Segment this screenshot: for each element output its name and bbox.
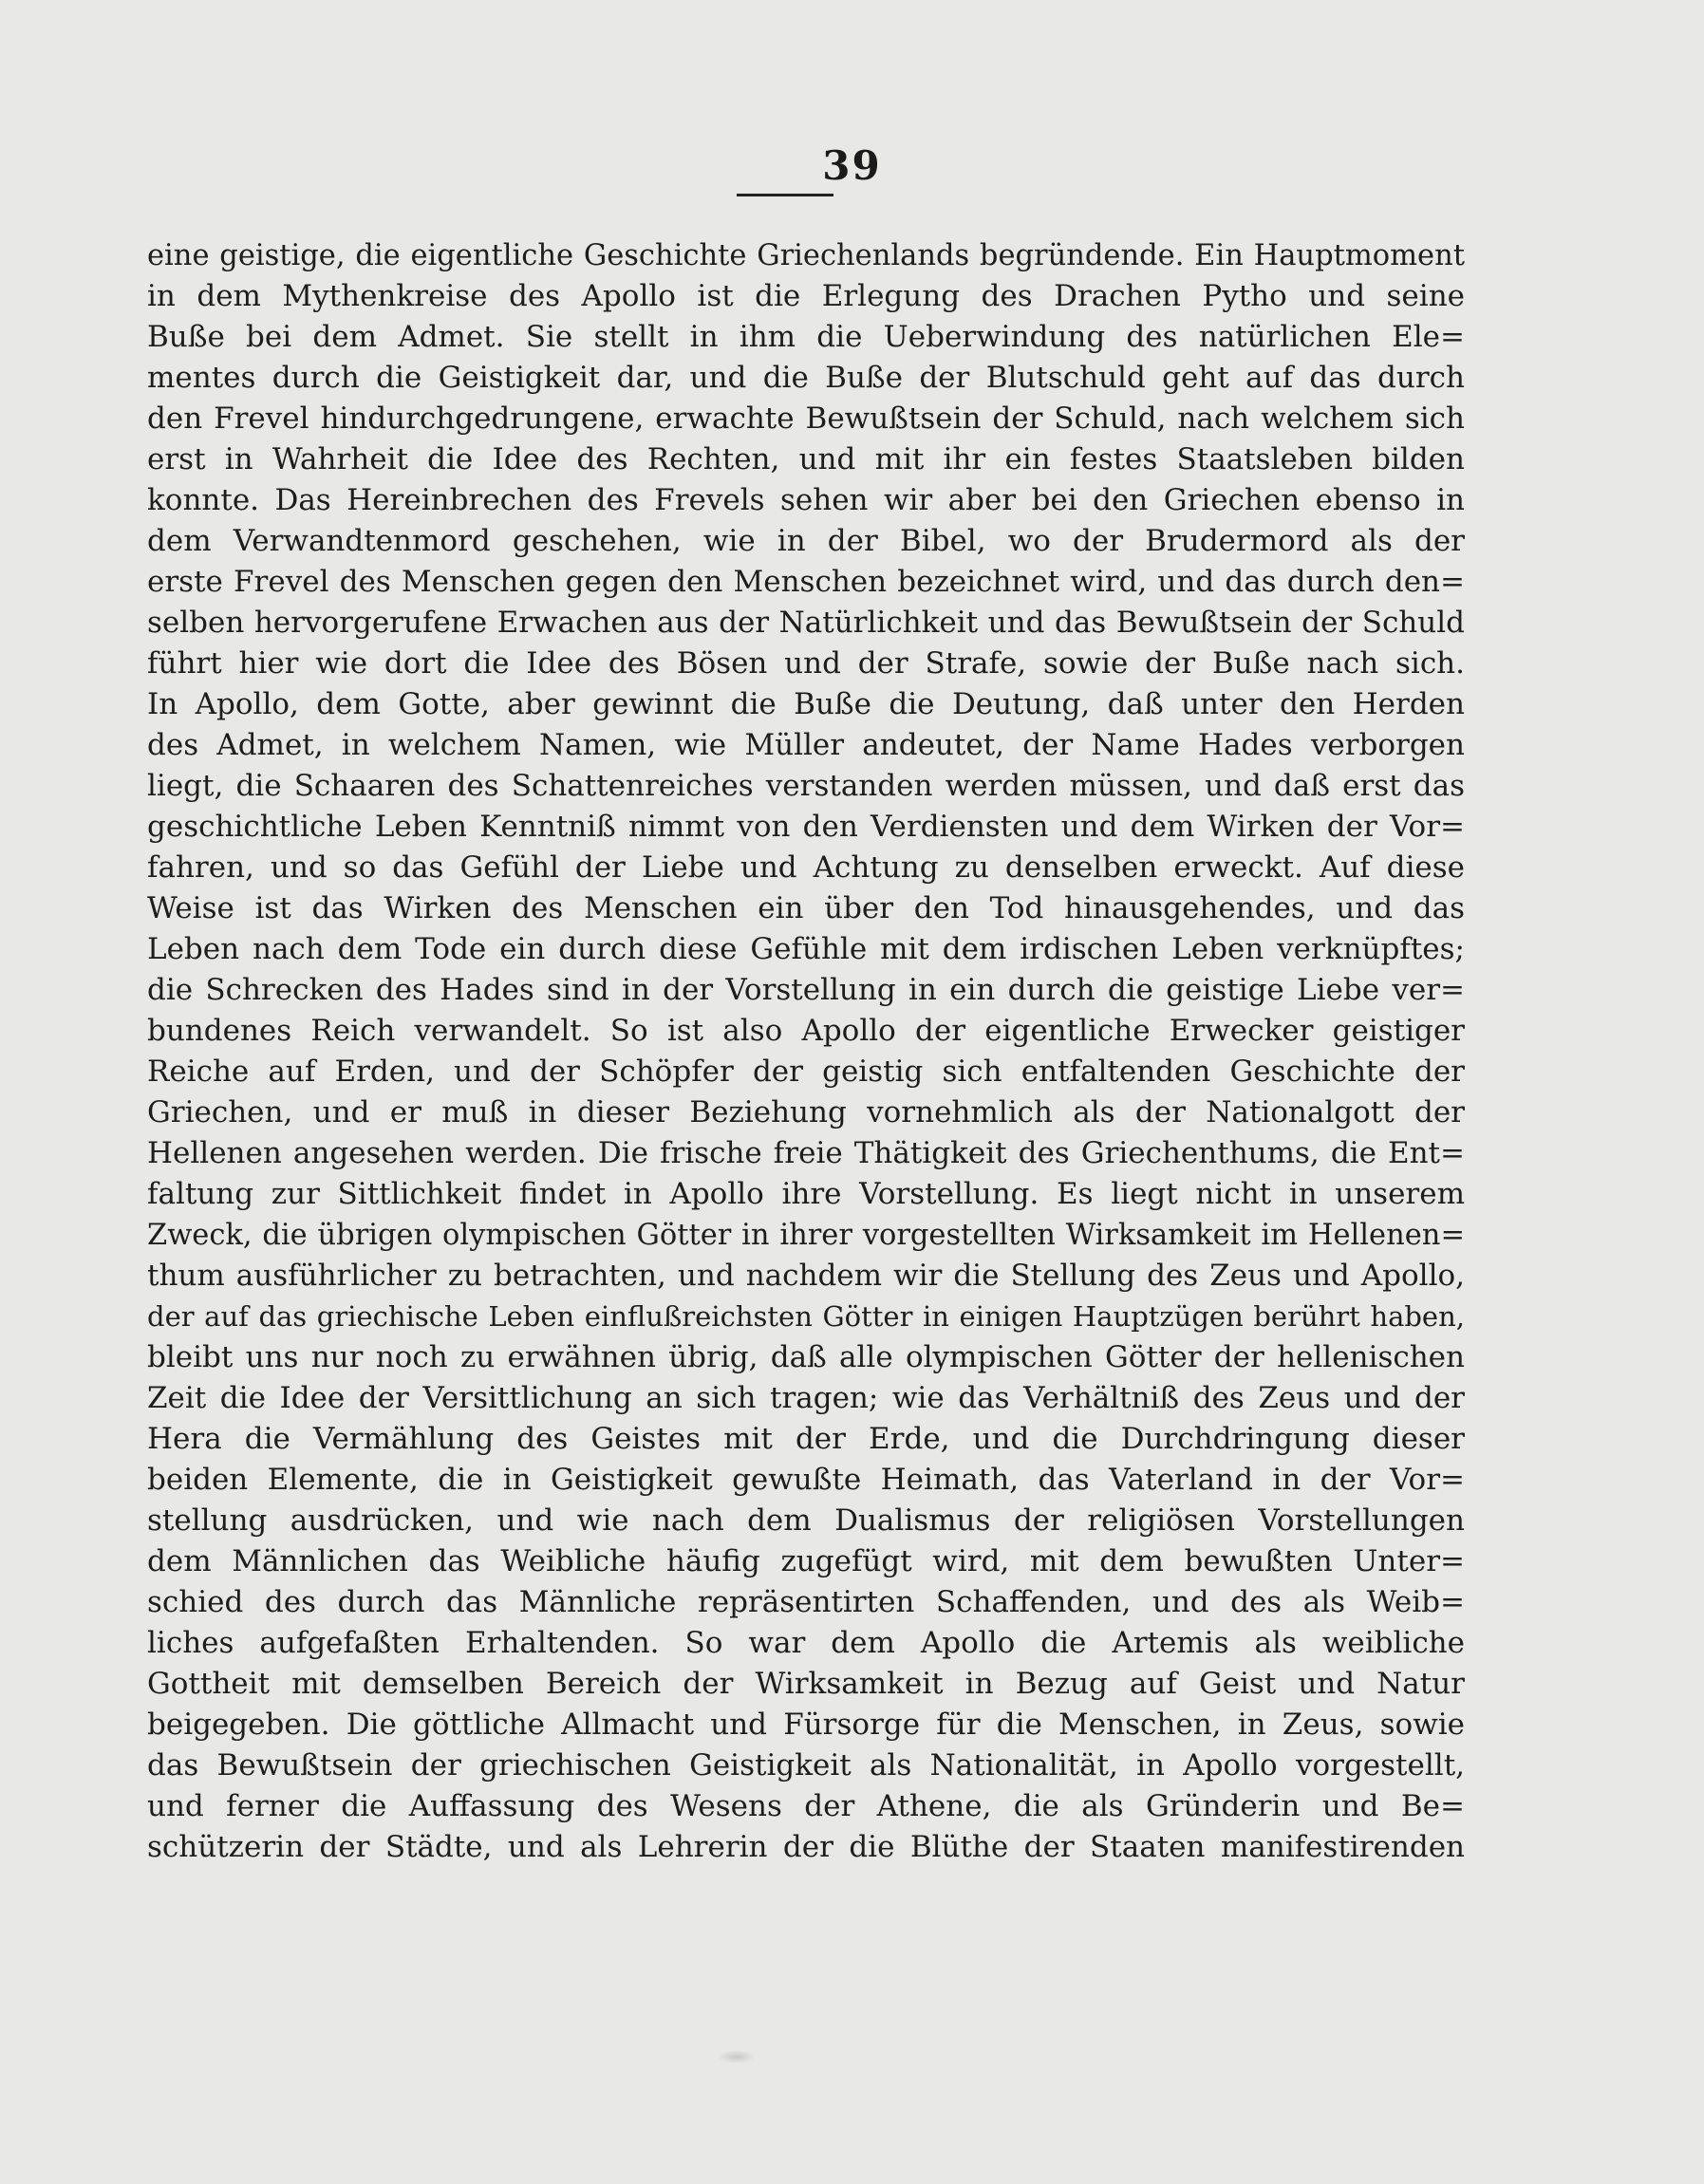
text-line: beigegeben. Die göttliche Allmacht und Fürsorge für die Menschen, in Zeus, sowie — [147, 1708, 1465, 1742]
text-line: schied des durch das Männliche repräsentirten Schaffenden, und des als Weib= — [147, 1585, 1465, 1619]
text-line: dem Männlichen das Weibliche häufig zugefügt wird, mit dem bewußten Unter= — [147, 1544, 1465, 1578]
text-line: faltung zur Sittlichkeit findet in Apollo ihre Vorstellung. Es liegt nicht in unserem — [147, 1177, 1465, 1211]
text-line: eine geistige, die eigentliche Geschichte Griechenlands begründende. Ein Hauptmoment — [147, 239, 1465, 272]
text-line: die Schrecken des Hades sind in der Vorstellung in ein durch die geistige Liebe ver= — [147, 973, 1465, 1007]
text-line: schützerin der Städte, und als Lehrerin der die Blüthe der Staaten manifestirenden — [147, 1830, 1465, 1864]
text-line: geschichtliche Leben Kenntniß nimmt von den Verdiensten und dem Wirken der Vor= — [147, 810, 1465, 844]
text-line: der auf das griechische Leben einflußreichsten Götter in einigen Hauptzügen berührt haben, — [147, 1300, 1465, 1333]
text-line: erst in Wahrheit die Idee des Rechten, und mit ihr ein festes Staatsleben bilden — [147, 442, 1465, 476]
text-line: stellung ausdrücken, und wie nach dem Dualismus der religiösen Vorstellungen — [147, 1503, 1465, 1538]
text-line: selben hervorgerufene Erwachen aus der Natürlichkeit und das Bewußtsein der Schuld — [147, 606, 1465, 640]
text-line: Zweck, die übrigen olympischen Götter in ihrer vorgestellten Wirksamkeit im Hellenen= — [147, 1219, 1465, 1252]
text-line: In Apollo, dem Gotte, aber gewinnt die Buße die Deutung, daß unter den Herden — [147, 687, 1465, 721]
text-line: das Bewußtsein der griechischen Geistigkeit als Nationalität, in Apollo vorgestellt, — [147, 1748, 1465, 1783]
text-line: erste Frevel des Menschen gegen den Menschen bezeichnet wird, und das durch den= — [147, 565, 1465, 599]
text-line: Zeit die Idee der Versittlichung an sich tragen; wie das Verhältniß des Zeus und der — [147, 1381, 1465, 1415]
text-line: führt hier wie dort die Idee des Bösen und der Strafe, sowie der Buße nach sich. — [147, 646, 1465, 681]
body-text — [147, 235, 1465, 1868]
text-line: beiden Elemente, die in Geistigkeit gewußte Heimath, das Vaterland in der Vor= — [147, 1463, 1465, 1497]
text-line: fahren, und so das Gefühl der Liebe und Achtung zu denselben erweckt. Auf diese — [147, 850, 1465, 885]
text-line: dem Verwandtenmord geschehen, wie in der Bibel, wo der Brudermord als der — [147, 524, 1465, 558]
text-line: in dem Mythenkreise des Apollo ist die Erlegung des Drachen Pytho und seine — [147, 279, 1465, 313]
paper-smudge — [718, 2050, 756, 2063]
text-line: konnte. Das Hereinbrechen des Frevels sehen wir aber bei den Griechen ebenso in — [147, 483, 1465, 517]
text-line: Gottheit mit demselben Bereich der Wirksamkeit in Bezug auf Geist und Natur — [147, 1667, 1465, 1701]
page-number: 39 — [822, 142, 882, 189]
text-line: Griechen, und er muß in dieser Beziehung vornehmlich als der Nationalgott der — [147, 1095, 1465, 1129]
text-line: liches aufgefaßten Erhaltenden. So war dem Apollo die Artemis als weibliche — [147, 1626, 1465, 1660]
page-number-rule — [737, 194, 833, 196]
text-line: liegt, die Schaaren des Schattenreiches verstanden werden müssen, und daß erst das — [147, 769, 1465, 803]
text-line: mentes durch die Geistigkeit dar, und die Buße der Blutschuld geht auf das durch — [147, 361, 1465, 395]
text-line: Reiche auf Erden, und der Schöpfer der geistig sich entfaltenden Geschichte der — [147, 1055, 1465, 1089]
text-line: thum ausführlicher zu betrachten, und nachdem wir die Stellung des Zeus und Apollo, — [147, 1259, 1465, 1293]
text-line: Weise ist das Wirken des Menschen ein über den Tod hinausgehendes, und das — [147, 891, 1465, 925]
text-line: den Frevel hindurchgedrungene, erwachte Bewußtsein der Schuld, nach welchem sich — [147, 401, 1465, 436]
text-line: bleibt uns nur noch zu erwähnen übrig, daß alle olympischen Götter der hellenischen — [147, 1340, 1465, 1374]
text-line: des Admet, in welchem Namen, wie Müller andeutet, der Name Hades verborgen — [147, 728, 1465, 762]
text-line: und ferner die Auffassung des Wesens der Athene, die als Gründerin und Be= — [147, 1789, 1465, 1823]
text-line: bundenes Reich verwandelt. So ist also Apollo der eigentliche Erwecker geistiger — [147, 1014, 1465, 1048]
text-line: Hellenen angesehen werden. Die frische freie Thätigkeit des Griechenthums, die Ent= — [147, 1136, 1465, 1170]
text-line: Buße bei dem Admet. Sie stellt in ihm die Ueberwindung des natürlichen Ele= — [147, 320, 1465, 354]
text-line: Leben nach dem Tode ein durch diese Gefühle mit dem irdischen Leben verknüpftes; — [147, 932, 1465, 966]
text-line: Hera die Vermählung des Geistes mit der Erde, und die Durchdringung dieser — [147, 1422, 1465, 1456]
